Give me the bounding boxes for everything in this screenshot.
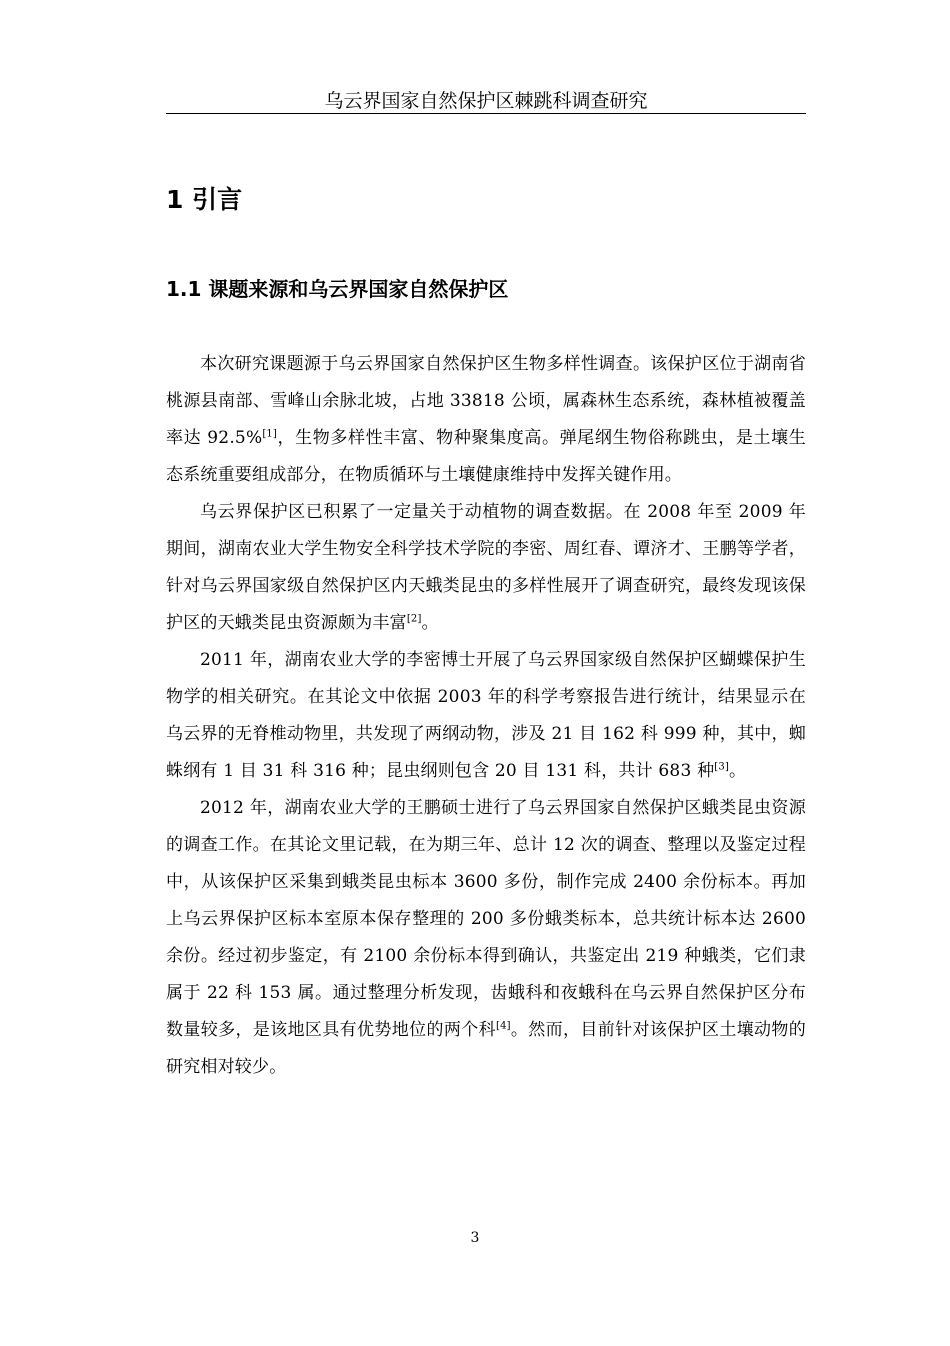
citation-ref: [4] [495,1020,511,1032]
section-heading: 1.1 课题来源和乌云界国家自然保护区 [166,277,509,301]
paragraph-text: 本次研究课题源于乌云界国家自然保护区生物多样性调查。该保护区位于湖南省桃源县南部、雪峰山余脉北坡，占地 33818 公顷，属森林生态系统，森林植被覆盖率达 92.5% [166,354,806,448]
paragraph-text: 。 [729,761,747,781]
paragraph-4 [166,790,806,1086]
paragraph-text: 。然而，目前针对该保护区土壤动物的研究相对较少。 [166,1020,806,1077]
paragraph-2 [166,494,806,642]
header-rule [166,113,806,114]
running-header: 乌云界国家自然保护区棘跳科调查研究 [324,90,648,112]
paragraph-3 [166,642,806,790]
paragraph-text: 2012 年，湖南农业大学的王鹏硕士进行了乌云界国家自然保护区蛾类昆虫资源的调查工作。在其论文里记载，在为期三年、总计 12 次的调查、整理以及鉴定过程中，从该保护区采集到蛾类昆虫标本 3600 多份，制作完成 2400 余份标本。再加上乌云界保护区标本室原本保存整理的 200 多份蛾类标本，总共统计标本达 2600 余份。经过初步鉴定，有 2100 余份标本得到确认，共鉴定出 219 种蛾类，它们隶属于 22 科 153 属。通过整理分析发现，齿蛾科和夜蛾科在乌云界自然保护区分布数量较多，是该地区具有优势地位的两个科 [166,798,806,1040]
citation-ref: [3] [714,761,730,773]
paragraph-text: 。 [421,613,439,633]
citation-ref: [1] [262,428,278,440]
body-text [166,346,806,1086]
paragraph-text: 乌云界保护区已积累了一定量关于动植物的调查数据。在 2008 年至 2009 年期间，湖南农业大学生物安全科学技术学院的李密、周红春、谭济才、王鹏等学者，针对乌云界国家级自然保护区内天蛾类昆虫的多样性展开了调查研究，最终发现该保护区的天蛾类昆虫资源颇为丰富 [166,502,806,633]
paragraph-text: 2011 年，湖南农业大学的李密博士开展了乌云界国家级自然保护区蝴蝶保护生物学的相关研究。在其论文中依据 2003 年的科学考察报告进行统计，结果显示在乌云界的无脊椎动物里，共发现了两纲动物，涉及 21 目 162 科 999 种，其中，蜘蛛纲有 1 目 31 科 316 种；昆虫纲则包含 20 目 131 科，共计 683 种 [166,650,806,781]
paragraph-text: ，生物多样性丰富、物种聚集度高。弹尾纲生物俗称跳虫，是土壤生态系统重要组成部分，在物质循环与土壤健康维持中发挥关键作用。 [166,428,807,485]
chapter-heading: 1 引言 [166,185,243,214]
page-number: 3 [470,1230,480,1246]
paragraph-1 [166,346,806,494]
citation-ref: [2] [406,613,422,625]
